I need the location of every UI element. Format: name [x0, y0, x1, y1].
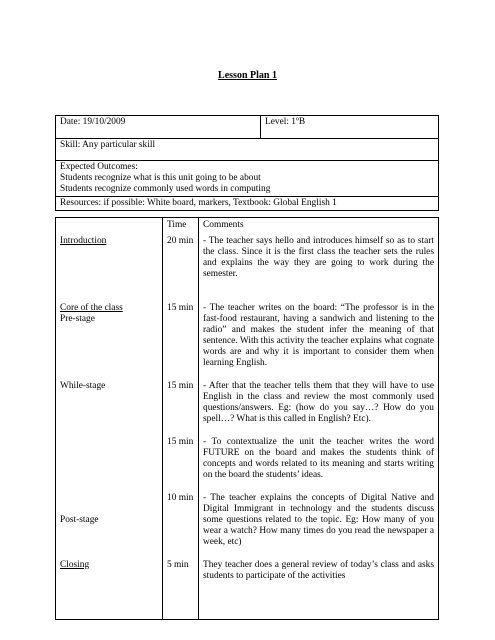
stage-cell [56, 436, 163, 492]
stage-cell [56, 559, 163, 620]
stage-post: Post-stage [60, 515, 99, 525]
page-title: Lesson Plan 1 [218, 70, 277, 81]
stage-introduction: Introduction [60, 236, 107, 246]
comment-cell: - After that the teacher tells them that they will have to use English in the class and review the most commonly used questions/answers. Eg: (how do you say…? How do you spell…? What is this called in English? Etc). [199, 380, 439, 436]
stage-pre: Pre-stage [60, 314, 95, 324]
time-cell: 20 min [163, 235, 199, 302]
outcomes-heading: Expected Outcomes: [60, 162, 138, 172]
stage-header [56, 218, 163, 236]
outcome-1: Students recognize what is this unit going to be about [60, 173, 261, 183]
time-header: Time [163, 218, 199, 236]
level-cell: Level: 1ºB [261, 116, 439, 139]
skill-cell [56, 139, 439, 161]
time-cell: 10 min [163, 492, 199, 559]
time-cell: 15 min [163, 436, 199, 492]
comment-cell: They teacher does a general review of today’s class and asks students to participate of the activities [199, 559, 439, 620]
stage-core: Core of the class [60, 303, 123, 313]
comment-cell: - The teacher says hello and introduces himself so as to start the class. Since it is the first class the teacher sets the rules and explains the way they are going to work during the semester. [199, 235, 439, 302]
comment-cell: - To contextualize the unit the teacher writes the word FUTURE on the board and makes the students think of concepts and words related to its meaning and starts writing on the board the students’ ideas. [199, 436, 439, 492]
time-cell: 5 min [163, 559, 199, 620]
stage-cell: While-stage [56, 380, 163, 436]
lesson-plan-table [55, 217, 439, 620]
outcomes-cell [56, 161, 439, 197]
resources-cell: Resources: if possible: White board, markers, Textbook: Global English 1 [56, 197, 439, 211]
header-table [55, 115, 439, 211]
stage-cell [56, 492, 163, 559]
comments-header: Comments [199, 218, 439, 236]
skill-text: Skill: Any particular skill [60, 140, 156, 150]
date-cell: Date: 19/10/2009 [56, 116, 261, 139]
time-cell: 15 min [163, 302, 199, 380]
stage-closing: Closing [60, 560, 90, 570]
outcome-2: Students recognize commonly used words in computing [60, 184, 271, 194]
time-cell: 15 min [163, 380, 199, 436]
stage-cell [56, 302, 163, 380]
comment-cell: - The teacher writes on the board: “The professor is in the fast-food restaurant, having a sandwich and listening to the radio” and makes the student infer the meaning of that sentence. With this activity the teacher explains what cognate words are and why it is important to consider them when learning English. [199, 302, 439, 380]
comment-cell: - The teacher explains the concepts of Digital Native and Digital Immigrant in technology and the students discuss some questions related to the topic. Eg: How many of you wear a watch? How many times do you read the newspaper a week, etc) [199, 492, 439, 559]
stage-cell [56, 235, 163, 302]
